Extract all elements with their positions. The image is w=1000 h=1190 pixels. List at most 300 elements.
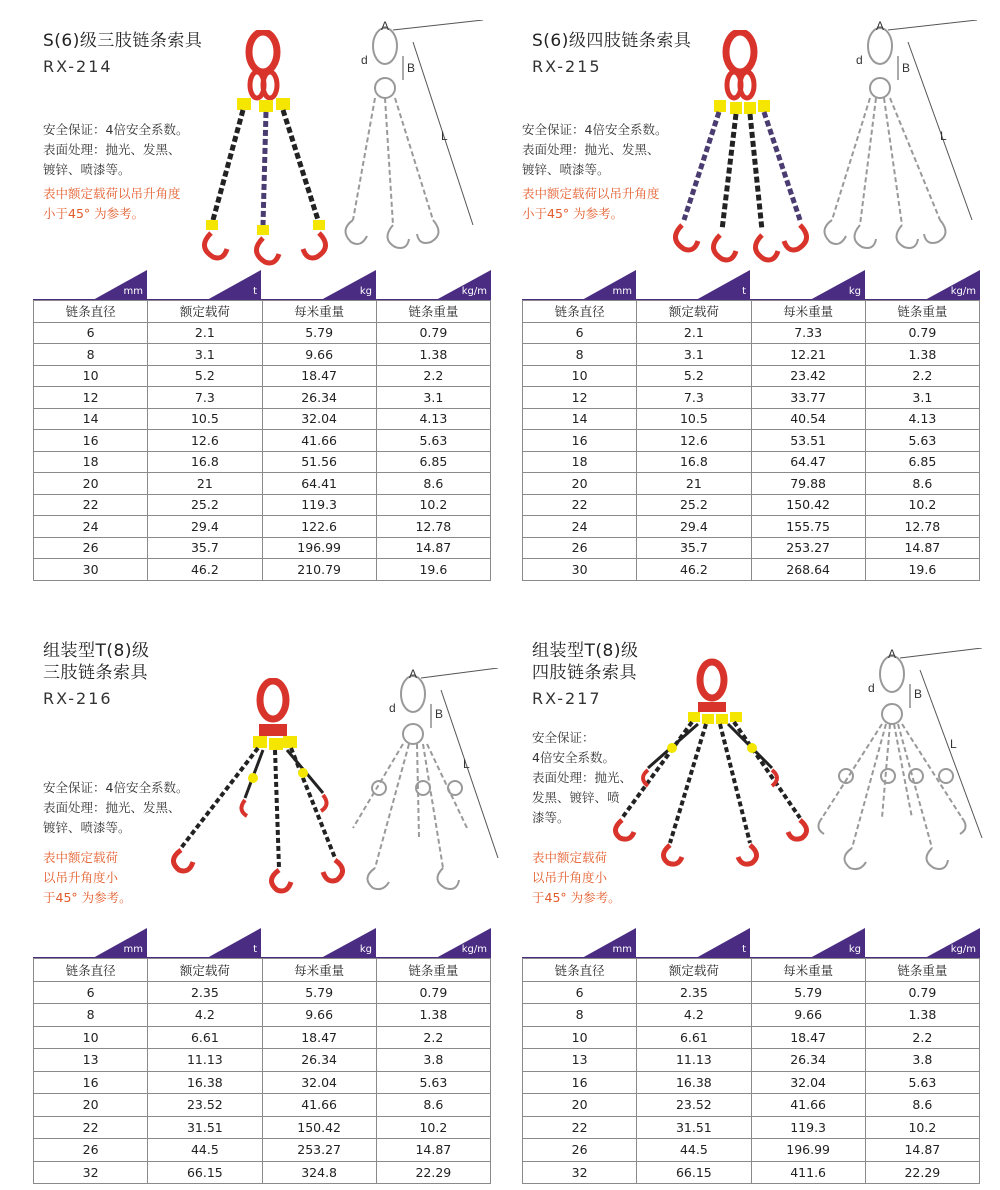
cell-weight-per-meter: 26.34 [262, 387, 376, 409]
table-row [523, 1004, 980, 1027]
cell-chain-weight: 5.63 [865, 430, 979, 452]
note-line: 小于45° 为参考。 [43, 206, 145, 221]
cell-chain-weight: 0.79 [376, 322, 490, 344]
table-body [34, 322, 491, 580]
table-row [34, 322, 491, 344]
cell-diameter: 8 [523, 1004, 637, 1027]
cell-weight-per-meter: 119.3 [262, 494, 376, 516]
cell-chain-weight: 8.6 [376, 473, 490, 495]
cell-chain-weight: 12.78 [376, 516, 490, 538]
table-row [523, 408, 980, 430]
desc-line: 发黑、镀锌、喷 [532, 790, 620, 805]
table-row [523, 1026, 980, 1049]
cell-weight-per-meter: 41.66 [751, 1094, 865, 1117]
cell-rated-load: 11.13 [637, 1049, 751, 1072]
cell-diameter: 22 [523, 1116, 637, 1139]
cell-chain-weight: 1.38 [376, 344, 490, 366]
table-body [34, 981, 491, 1184]
table-row [34, 1161, 491, 1184]
cell-rated-load: 2.35 [148, 981, 262, 1004]
unit-cell-mm [33, 928, 147, 958]
cell-weight-per-meter: 32.04 [262, 1071, 376, 1094]
table-row [34, 559, 491, 581]
cell-chain-weight: 22.29 [865, 1161, 979, 1184]
cell-diameter: 6 [34, 981, 148, 1004]
cell-weight-per-meter: 268.64 [751, 559, 865, 581]
cell-diameter: 20 [523, 473, 637, 495]
load-note [522, 184, 660, 224]
cell-rated-load: 10.5 [637, 408, 751, 430]
table-row [523, 1116, 980, 1139]
table-row [523, 559, 980, 581]
note-line: 表中额定载荷 [43, 850, 119, 865]
product-title-line-1: 组装型T(8)级 [532, 641, 639, 661]
dim-label-b: B [914, 687, 923, 701]
cell-diameter: 10 [523, 1026, 637, 1049]
desc-line: 表面处理：抛光、发黑、 [43, 800, 181, 815]
table-row [523, 473, 980, 495]
cell-diameter: 24 [34, 516, 148, 538]
cell-weight-per-meter: 411.6 [751, 1161, 865, 1184]
cell-weight-per-meter: 23.42 [751, 365, 865, 387]
cell-weight-per-meter: 41.66 [262, 1094, 376, 1117]
chain-sling-photo [612, 658, 812, 878]
cell-rated-load: 46.2 [637, 559, 751, 581]
cell-diameter: 16 [523, 1071, 637, 1094]
table-row [34, 408, 491, 430]
dim-label-l: L [463, 757, 470, 771]
cell-weight-per-meter: 7.33 [751, 322, 865, 344]
dim-label-b: B [407, 61, 416, 75]
cell-rated-load: 29.4 [148, 516, 262, 538]
spec-table-block [33, 928, 491, 1184]
cell-diameter: 20 [34, 1094, 148, 1117]
load-note [532, 848, 621, 908]
unit-header-bar [33, 270, 491, 300]
cell-diameter: 26 [523, 537, 637, 559]
cell-weight-per-meter: 79.88 [751, 473, 865, 495]
cell-weight-per-meter: 253.27 [262, 1139, 376, 1162]
cell-weight-per-meter: 33.77 [751, 387, 865, 409]
cell-rated-load: 2.1 [148, 322, 262, 344]
col-header-weight-per-meter: 每米重量 [262, 959, 376, 982]
cell-chain-weight: 3.1 [865, 387, 979, 409]
cell-rated-load: 12.6 [637, 430, 751, 452]
cell-chain-weight: 14.87 [865, 1139, 979, 1162]
cell-chain-weight: 3.1 [376, 387, 490, 409]
spec-table [522, 958, 980, 1184]
cell-diameter: 10 [34, 365, 148, 387]
cell-diameter: 26 [34, 537, 148, 559]
cell-weight-per-meter: 9.66 [262, 1004, 376, 1027]
cell-rated-load: 44.5 [637, 1139, 751, 1162]
cell-rated-load: 16.8 [637, 451, 751, 473]
dim-label-a: A [876, 20, 885, 33]
desc-line: 镀锌、喷漆等。 [43, 820, 131, 835]
cell-rated-load: 2.1 [637, 322, 751, 344]
cell-weight-per-meter: 51.56 [262, 451, 376, 473]
dim-label-a: A [409, 668, 418, 681]
product-model: RX-214 [43, 57, 113, 76]
cell-chain-weight: 4.13 [865, 408, 979, 430]
unit-cell-kg [261, 928, 376, 958]
cell-chain-weight: 8.6 [376, 1094, 490, 1117]
note-line: 小于45° 为参考。 [522, 206, 624, 221]
col-header-chain-weight: 链条重量 [865, 301, 979, 323]
table-row [523, 1139, 980, 1162]
unit-cell-kg [261, 270, 376, 300]
desc-line: 镀锌、喷漆等。 [43, 162, 131, 177]
col-header-diameter: 链条直径 [523, 959, 637, 982]
cell-rated-load: 10.5 [148, 408, 262, 430]
unit-header-bar [522, 270, 980, 300]
cell-chain-weight: 0.79 [865, 981, 979, 1004]
cell-diameter: 10 [34, 1026, 148, 1049]
cell-rated-load: 5.2 [148, 365, 262, 387]
cell-diameter: 8 [34, 344, 148, 366]
dimension-drawing [333, 20, 493, 270]
note-line: 表中额定载荷以吊升角度 [43, 186, 181, 201]
unit-cell-kgm [865, 270, 980, 300]
unit-cell-t [636, 928, 750, 958]
cell-chain-weight: 2.2 [376, 1026, 490, 1049]
cell-chain-weight: 5.63 [865, 1071, 979, 1094]
product-description [43, 120, 188, 180]
table-row [34, 516, 491, 538]
product-model: RX-215 [532, 57, 602, 76]
col-header-weight-per-meter: 每米重量 [751, 959, 865, 982]
dim-label-d: d [389, 701, 396, 715]
cell-weight-per-meter: 150.42 [751, 494, 865, 516]
cell-weight-per-meter: 122.6 [262, 516, 376, 538]
cell-diameter: 32 [34, 1161, 148, 1184]
desc-line: 安全保证： [532, 730, 595, 745]
unit-label: kg/m [950, 286, 976, 297]
cell-rated-load: 7.3 [637, 387, 751, 409]
cell-weight-per-meter: 12.21 [751, 344, 865, 366]
table-header-row [523, 301, 980, 323]
table-row [34, 1026, 491, 1049]
chain-sling-photo [163, 678, 353, 898]
cell-weight-per-meter: 26.34 [751, 1049, 865, 1072]
unit-cell-kg [750, 928, 865, 958]
cell-rated-load: 66.15 [148, 1161, 262, 1184]
cell-chain-weight: 8.6 [865, 473, 979, 495]
unit-label: t [742, 286, 746, 297]
table-row [523, 981, 980, 1004]
product-title-line-2: 三肢链条索具 [43, 663, 148, 683]
cell-diameter: 24 [523, 516, 637, 538]
cell-chain-weight: 8.6 [865, 1094, 979, 1117]
cell-rated-load: 46.2 [148, 559, 262, 581]
cell-weight-per-meter: 64.41 [262, 473, 376, 495]
desc-line: 镀锌、喷漆等。 [522, 162, 610, 177]
cell-rated-load: 2.35 [637, 981, 751, 1004]
table-body [523, 322, 980, 580]
table-row [523, 322, 980, 344]
cell-diameter: 26 [523, 1139, 637, 1162]
cell-chain-weight: 2.2 [376, 365, 490, 387]
cell-diameter: 6 [523, 322, 637, 344]
table-row [523, 516, 980, 538]
cell-weight-per-meter: 155.75 [751, 516, 865, 538]
table-row [34, 451, 491, 473]
note-line: 于45° 为参考。 [532, 890, 621, 905]
table-row [34, 1049, 491, 1072]
cell-diameter: 10 [523, 365, 637, 387]
cell-diameter: 30 [523, 559, 637, 581]
cell-diameter: 13 [523, 1049, 637, 1072]
cell-chain-weight: 10.2 [376, 494, 490, 516]
cell-diameter: 14 [523, 408, 637, 430]
col-header-rated-load: 额定载荷 [148, 301, 262, 323]
cell-chain-weight: 1.38 [865, 1004, 979, 1027]
col-header-weight-per-meter: 每米重量 [751, 301, 865, 323]
cell-rated-load: 3.1 [148, 344, 262, 366]
dim-label-l: L [940, 129, 947, 143]
cell-rated-load: 5.2 [637, 365, 751, 387]
cell-rated-load: 4.2 [148, 1004, 262, 1027]
chain-sling-photo [173, 30, 343, 270]
table-row [523, 387, 980, 409]
col-header-diameter: 链条直径 [523, 301, 637, 323]
cell-chain-weight: 14.87 [865, 537, 979, 559]
cell-rated-load: 21 [637, 473, 751, 495]
cell-rated-load: 3.1 [637, 344, 751, 366]
cell-diameter: 16 [34, 430, 148, 452]
cell-chain-weight: 3.8 [376, 1049, 490, 1072]
cell-chain-weight: 14.87 [376, 1139, 490, 1162]
table-row [523, 1094, 980, 1117]
unit-cell-mm [522, 270, 636, 300]
unit-cell-kg [750, 270, 865, 300]
cell-chain-weight: 1.38 [376, 1004, 490, 1027]
title-block [43, 640, 149, 710]
table-row [34, 430, 491, 452]
cell-diameter: 22 [34, 494, 148, 516]
table-row [523, 537, 980, 559]
cell-diameter: 18 [34, 451, 148, 473]
col-header-chain-weight: 链条重量 [376, 301, 490, 323]
note-line: 于45° 为参考。 [43, 890, 132, 905]
cell-diameter: 6 [523, 981, 637, 1004]
dim-label-d: d [868, 681, 875, 695]
cell-diameter: 8 [523, 344, 637, 366]
unit-cell-mm [522, 928, 636, 958]
cell-chain-weight: 22.29 [376, 1161, 490, 1184]
note-line: 以吊升角度小 [532, 870, 608, 885]
cell-weight-per-meter: 64.47 [751, 451, 865, 473]
cell-rated-load: 35.7 [637, 537, 751, 559]
table-row [34, 473, 491, 495]
cell-chain-weight: 5.63 [376, 1071, 490, 1094]
desc-line: 安全保证：4倍安全系数。 [43, 780, 189, 795]
cell-weight-per-meter: 18.47 [751, 1026, 865, 1049]
product-title-line-2: 四肢链条索具 [532, 663, 637, 683]
unit-label: kg [359, 286, 372, 297]
table-row [34, 1094, 491, 1117]
cell-rated-load: 6.61 [148, 1026, 262, 1049]
table-row [523, 451, 980, 473]
cell-chain-weight: 3.8 [865, 1049, 979, 1072]
cell-rated-load: 16.8 [148, 451, 262, 473]
unit-label: mm [612, 944, 632, 955]
unit-label: kg [359, 944, 372, 955]
cell-rated-load: 23.52 [148, 1094, 262, 1117]
table-header-row [34, 301, 491, 323]
col-header-diameter: 链条直径 [34, 301, 148, 323]
desc-line: 4倍安全系数。 [532, 750, 615, 765]
cell-chain-weight: 6.85 [376, 451, 490, 473]
unit-label: t [742, 944, 746, 955]
table-row [523, 365, 980, 387]
cell-rated-load: 21 [148, 473, 262, 495]
unit-label: t [253, 286, 257, 297]
col-header-chain-weight: 链条重量 [865, 959, 979, 982]
spec-table-block [522, 270, 980, 581]
cell-weight-per-meter: 9.66 [262, 344, 376, 366]
desc-line: 表面处理：抛光、发黑、 [43, 142, 181, 157]
unit-label: kg/m [461, 286, 487, 297]
cell-chain-weight: 10.2 [376, 1116, 490, 1139]
dim-label-d: d [856, 53, 863, 67]
cell-rated-load: 44.5 [148, 1139, 262, 1162]
cell-rated-load: 16.38 [637, 1071, 751, 1094]
table-row [523, 344, 980, 366]
spec-table-block [33, 270, 491, 581]
col-header-rated-load: 额定载荷 [637, 959, 751, 982]
cell-diameter: 12 [34, 387, 148, 409]
dim-label-l: L [441, 129, 448, 143]
cell-diameter: 16 [34, 1071, 148, 1094]
load-note [43, 848, 132, 908]
table-row [34, 494, 491, 516]
col-header-chain-weight: 链条重量 [376, 959, 490, 982]
table-row [34, 1116, 491, 1139]
cell-weight-per-meter: 18.47 [262, 365, 376, 387]
cell-weight-per-meter: 26.34 [262, 1049, 376, 1072]
chain-sling-photo [662, 30, 822, 270]
desc-line: 表面处理：抛光、 [532, 770, 633, 785]
cell-rated-load: 31.51 [637, 1116, 751, 1139]
unit-label: kg/m [461, 944, 487, 955]
spec-table-block [522, 928, 980, 1184]
cell-weight-per-meter: 9.66 [751, 1004, 865, 1027]
cell-chain-weight: 19.6 [865, 559, 979, 581]
table-row [34, 365, 491, 387]
table-row [523, 430, 980, 452]
cell-diameter: 20 [523, 1094, 637, 1117]
cell-rated-load: 12.6 [148, 430, 262, 452]
cell-weight-per-meter: 53.51 [751, 430, 865, 452]
desc-line: 安全保证：4倍安全系数。 [522, 122, 668, 137]
cell-rated-load: 25.2 [148, 494, 262, 516]
cell-rated-load: 6.61 [637, 1026, 751, 1049]
cell-weight-per-meter: 150.42 [262, 1116, 376, 1139]
cell-rated-load: 23.52 [637, 1094, 751, 1117]
cell-rated-load: 29.4 [637, 516, 751, 538]
dim-label-d: d [361, 53, 368, 67]
dim-label-l: L [950, 737, 957, 751]
table-row [34, 1139, 491, 1162]
col-header-rated-load: 额定载荷 [148, 959, 262, 982]
cell-chain-weight: 12.78 [865, 516, 979, 538]
product-model: RX-216 [43, 689, 113, 708]
cell-chain-weight: 6.85 [865, 451, 979, 473]
col-header-rated-load: 额定载荷 [637, 301, 751, 323]
unit-label: t [253, 944, 257, 955]
table-body [523, 981, 980, 1184]
cell-weight-per-meter: 5.79 [262, 981, 376, 1004]
table-header-row [523, 959, 980, 982]
cell-diameter: 14 [34, 408, 148, 430]
desc-line: 表面处理：抛光、发黑、 [522, 142, 660, 157]
note-line: 表中额定载荷 [532, 850, 608, 865]
cell-diameter: 22 [34, 1116, 148, 1139]
spec-table [33, 300, 491, 581]
cell-weight-per-meter: 32.04 [751, 1071, 865, 1094]
cell-weight-per-meter: 32.04 [262, 408, 376, 430]
cell-rated-load: 7.3 [148, 387, 262, 409]
cell-rated-load: 4.2 [637, 1004, 751, 1027]
cell-rated-load: 66.15 [637, 1161, 751, 1184]
table-row [523, 1049, 980, 1072]
table-row [34, 344, 491, 366]
note-line: 表中额定载荷以吊升角度 [522, 186, 660, 201]
col-header-diameter: 链条直径 [34, 959, 148, 982]
cell-weight-per-meter: 40.54 [751, 408, 865, 430]
product-title: S(6)级三肢链条索具 [43, 31, 203, 51]
cell-diameter: 6 [34, 322, 148, 344]
desc-line: 安全保证：4倍安全系数。 [43, 122, 189, 137]
unit-label: mm [123, 286, 143, 297]
col-header-weight-per-meter: 每米重量 [262, 301, 376, 323]
cell-diameter: 32 [523, 1161, 637, 1184]
cell-diameter: 18 [523, 451, 637, 473]
cell-weight-per-meter: 324.8 [262, 1161, 376, 1184]
product-description [522, 120, 667, 180]
unit-label: kg [848, 286, 861, 297]
dimension-drawing [343, 668, 503, 908]
cell-chain-weight: 0.79 [376, 981, 490, 1004]
cell-chain-weight: 0.79 [865, 322, 979, 344]
unit-label: mm [612, 286, 632, 297]
cell-weight-per-meter: 253.27 [751, 537, 865, 559]
cell-chain-weight: 1.38 [865, 344, 979, 366]
cell-chain-weight: 10.2 [865, 494, 979, 516]
cell-weight-per-meter: 18.47 [262, 1026, 376, 1049]
unit-label: kg/m [950, 944, 976, 955]
unit-cell-t [147, 928, 261, 958]
cell-rated-load: 35.7 [148, 537, 262, 559]
product-title-line-1: 组装型T(8)级 [43, 641, 150, 661]
cell-rated-load: 25.2 [637, 494, 751, 516]
unit-label: mm [123, 944, 143, 955]
load-note [43, 184, 181, 224]
dim-label-a: A [888, 648, 897, 661]
spec-table [33, 958, 491, 1184]
table-header-row [34, 959, 491, 982]
cell-weight-per-meter: 41.66 [262, 430, 376, 452]
dim-label-a: A [381, 20, 390, 33]
cell-weight-per-meter: 196.99 [262, 537, 376, 559]
cell-diameter: 12 [523, 387, 637, 409]
cell-chain-weight: 10.2 [865, 1116, 979, 1139]
unit-cell-kgm [376, 928, 491, 958]
cell-chain-weight: 2.2 [865, 365, 979, 387]
dimension-drawing [812, 648, 987, 898]
cell-rated-load: 16.38 [148, 1071, 262, 1094]
